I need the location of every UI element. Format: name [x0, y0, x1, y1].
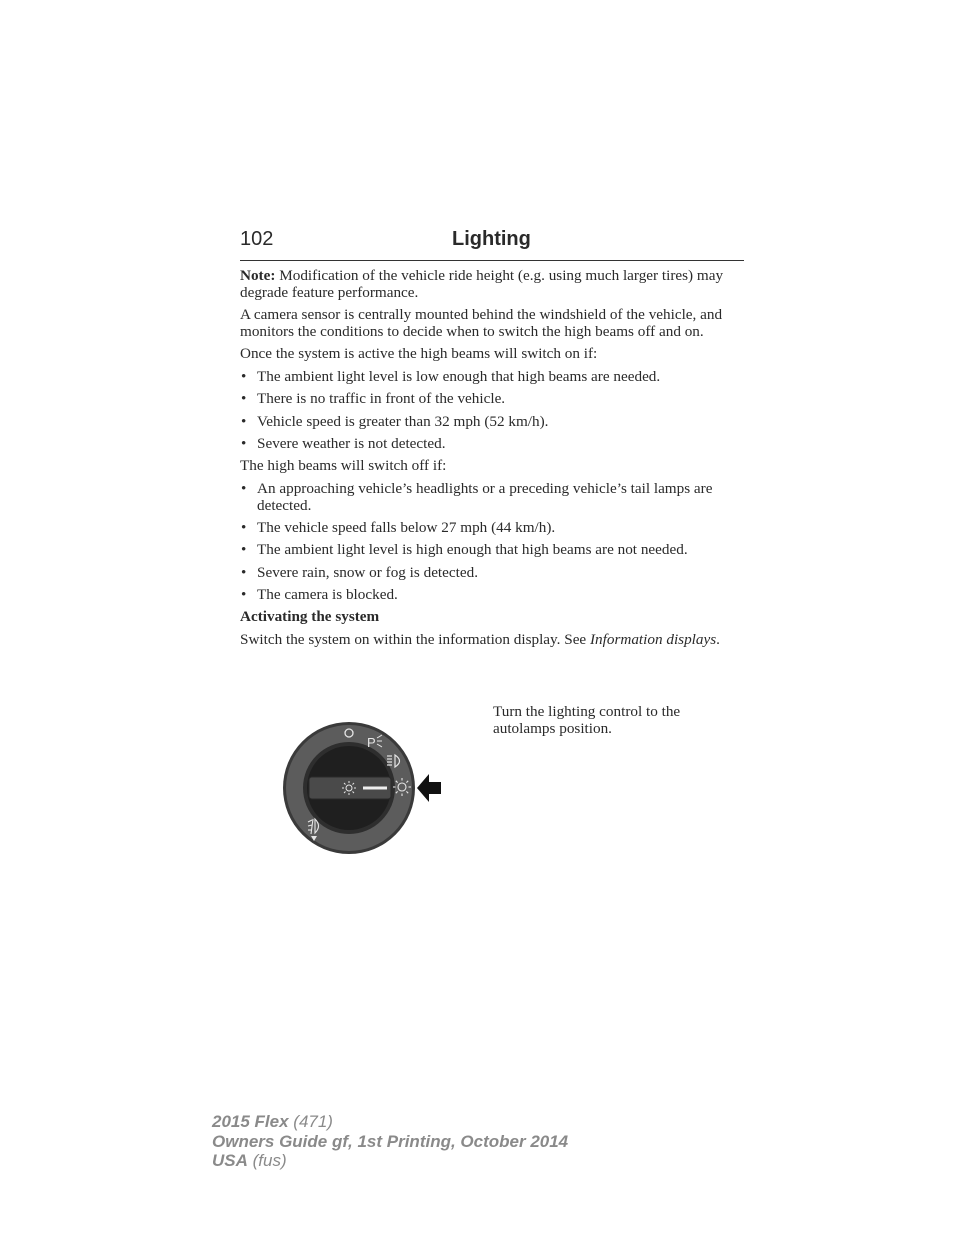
footer-line-1	[212, 1112, 568, 1132]
footer-model: 2015 Flex	[212, 1112, 289, 1131]
information-displays-link[interactable]: Information displays	[589, 630, 717, 648]
knob-indicator	[363, 787, 387, 790]
section-heading: Activating the system	[240, 608, 380, 626]
note-paragraph	[240, 268, 744, 302]
note-label: Note:	[240, 267, 276, 284]
note-text: Modification of the vehicle ride height (e.g. using much larger tires) may degrade feature performance.	[240, 267, 724, 301]
activating-text: Switch the system on within the information display. See	[240, 630, 590, 648]
footer-market: USA	[212, 1151, 248, 1170]
parking-lamp-icon: P	[367, 735, 376, 750]
activating-text-end: .	[716, 630, 720, 648]
activating-paragraph	[240, 632, 744, 649]
page-footer	[212, 1112, 568, 1171]
lighting-control-figure	[283, 718, 443, 858]
figure-caption: Turn the lighting control to the autolamps position.	[493, 703, 681, 737]
switch-on-intro: Once the system is active the high beams will switch on if:	[240, 345, 598, 363]
page-header	[240, 228, 744, 261]
footer-market-code: (fus)	[247, 1151, 287, 1170]
list-item: • Severe rain, snow or fog is detected.	[240, 565, 744, 582]
list-item: • The camera is blocked.	[240, 587, 744, 604]
list-item: • There is no traffic in front of the vehicle.	[240, 391, 744, 408]
lighting-switch-illustration	[283, 718, 443, 858]
list-item: • The vehicle speed falls below 27 mph (44 km/h).	[240, 520, 744, 537]
pointer-arrow-icon	[417, 774, 441, 802]
switch-on-list	[240, 369, 744, 453]
page-body	[240, 268, 744, 654]
footer-model-code: (471)	[288, 1112, 333, 1131]
switch-off-list	[240, 481, 744, 604]
footer-line-3	[212, 1151, 568, 1171]
list-item: • An approaching vehicle’s headlights or a preceding vehicle’s tail lamps are detected.	[240, 481, 744, 515]
switch-off-intro: The high beams will switch off if:	[240, 457, 447, 475]
footer-line-2: Owners Guide gf, 1st Printing, October 2014	[212, 1131, 569, 1151]
list-item: • Severe weather is not detected.	[240, 436, 744, 453]
list-item: • The ambient light level is high enough that high beams are not needed.	[240, 542, 744, 559]
chapter-title: Lighting	[452, 228, 531, 250]
camera-paragraph: A camera sensor is centrally mounted behind the windshield of the vehicle, and monitors the conditions to decide when to switch the high beams off and on.	[240, 306, 723, 340]
list-item: • Vehicle speed is greater than 32 mph (52 km/h).	[240, 414, 744, 431]
page-number: 102	[240, 228, 274, 250]
list-item: • The ambient light level is low enough that high beams are needed.	[240, 369, 744, 386]
